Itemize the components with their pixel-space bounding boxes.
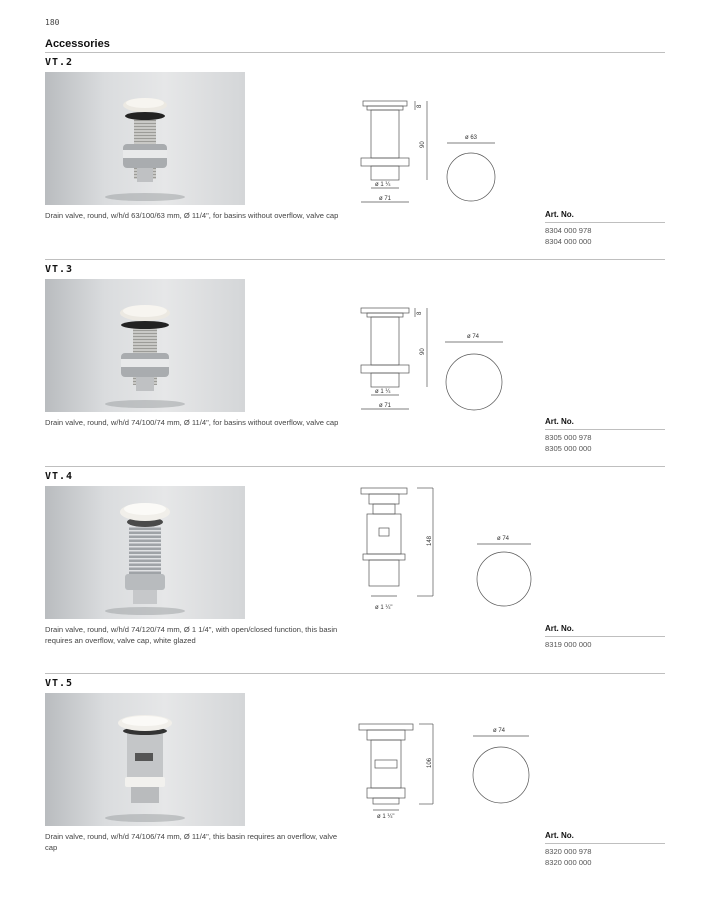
section-rule	[45, 673, 665, 674]
dim-height: 90	[420, 141, 426, 148]
dim-thread: ø 1 ¼	[375, 389, 391, 395]
page-title: Accessories	[45, 38, 110, 50]
art-no-value: 8304 000 000	[545, 237, 592, 246]
drain-valve-photo-icon	[45, 693, 245, 826]
art-no-rule	[545, 429, 665, 430]
product-photo-vt5	[45, 693, 245, 826]
section-rule	[45, 466, 665, 467]
dim-thread: ø 1 ¼"	[377, 814, 395, 820]
drain-valve-photo-icon	[45, 279, 245, 412]
dim-base: ø 71	[379, 403, 392, 409]
technical-drawing-vt2	[355, 95, 515, 205]
dim-thread: ø 1 ¼	[375, 182, 391, 188]
product-description: Drain valve, round, w/h/d 74/100/74 mm, Ø 11/4", for basins without overflow, valve cap	[45, 418, 339, 427]
section-code: VT.2	[45, 57, 74, 68]
dim-thread: ø 1 ¼"	[375, 605, 393, 611]
product-description: Drain valve, round, w/h/d 74/106/74 mm, Ø 11/4", this basin requires an overflow, valve cap	[45, 832, 338, 852]
art-no-label: Art. No.	[545, 831, 574, 840]
product-photo-vt4	[45, 486, 245, 619]
page-number: 180	[45, 18, 60, 27]
art-no-rule	[545, 843, 665, 844]
art-no-value: 8305 000 978	[545, 433, 592, 442]
dim-base: ø 71	[379, 196, 392, 202]
art-no-value: 8319 000 000	[545, 640, 592, 649]
dim-circle: ø 74	[467, 334, 480, 340]
art-no-rule	[545, 222, 665, 223]
art-no-value: 8304 000 978	[545, 226, 592, 235]
section-rule	[45, 259, 665, 260]
section-code: VT.4	[45, 471, 74, 482]
dim-circle: ø 74	[493, 728, 506, 734]
dim-height: 106	[427, 757, 433, 768]
art-no-value: 8320 000 000	[545, 858, 592, 867]
art-no-value: 8305 000 000	[545, 444, 592, 453]
art-no-rule	[545, 636, 665, 637]
technical-drawing-vt3	[355, 302, 515, 412]
drain-valve-photo-icon	[45, 486, 245, 619]
dim-cap: 8	[417, 311, 423, 315]
art-no-label: Art. No.	[545, 210, 574, 219]
section-code: VT.3	[45, 264, 74, 275]
product-description: Drain valve, round, w/h/d 74/120/74 mm, Ø 1 1/4", with open/closed function, this basin requires an overflow, valve cap, white glazed	[45, 625, 338, 645]
dim-circle: ø 63	[465, 135, 478, 141]
dim-circle: ø 74	[497, 536, 510, 542]
technical-drawing-vt5	[355, 718, 545, 828]
art-no-value: 8320 000 978	[545, 847, 592, 856]
drain-valve-photo-icon	[45, 72, 245, 205]
title-rule	[45, 52, 665, 53]
product-photo-vt3	[45, 279, 245, 412]
dim-height: 148	[427, 535, 433, 546]
art-no-label: Art. No.	[545, 624, 574, 633]
product-photo-vt2	[45, 72, 245, 205]
technical-drawing-vt4	[355, 484, 545, 614]
section-code: VT.5	[45, 678, 74, 689]
product-description: Drain valve, round, w/h/d 63/100/63 mm, Ø 11/4", for basins without overflow, valve cap	[45, 211, 339, 220]
dim-height: 90	[420, 348, 426, 355]
art-no-label: Art. No.	[545, 417, 574, 426]
dim-cap: 8	[417, 104, 423, 108]
